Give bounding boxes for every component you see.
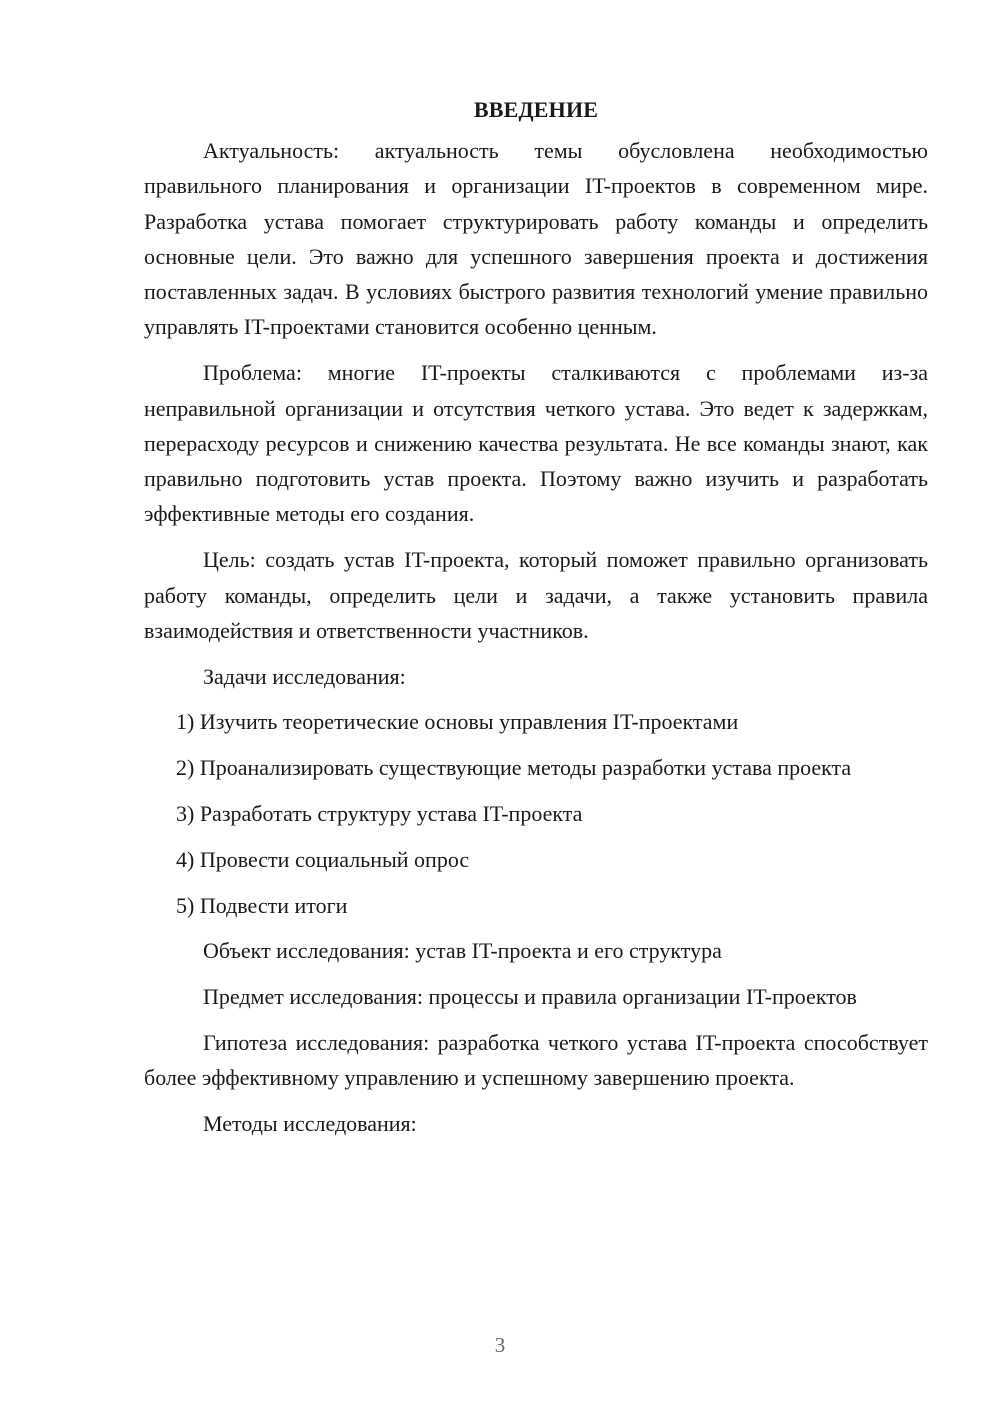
spacer — [144, 877, 928, 888]
section-title: ВВЕДЕНИЕ — [473, 97, 599, 122]
spacer — [144, 786, 928, 797]
task-item: 1) Изучить теоретические основы управления IT-проектами — [176, 709, 739, 735]
spacer — [144, 648, 928, 659]
spacer — [144, 532, 928, 543]
task-item: 5) Подвести итоги — [176, 892, 348, 918]
paragraph-subject: Предмет исследования: процессы и правила организации IT-проектов — [203, 984, 857, 1010]
spacer — [144, 969, 928, 980]
task-item: 4) Провести социальный опрос — [176, 846, 470, 872]
spacer — [144, 345, 928, 356]
spacer — [144, 740, 928, 751]
task-item: 3) Разработать структуру устава IT-проекта — [176, 801, 583, 827]
paragraph-relevance: Актуальность: актуальность темы обусловлена необходимостью правильного планирования и организации IT-проектов в современном мире. Разработка устава помогает структурировать работу команды и определить основные цели. Это важно для успешного завершения проекта и достижения поставленных задач. В условиях быстрого развития технологий умение правильно управлять IT-проектами становится особенно ценным. — [144, 138, 928, 340]
paragraph-object: Объект исследования: устав IT-проекта и его структура — [203, 938, 722, 964]
spacer — [144, 1096, 928, 1107]
document-page — [144, 92, 928, 1141]
spacer — [144, 694, 928, 705]
paragraph-tasks-heading: Задачи исследования: — [203, 663, 406, 689]
paragraph-goal: Цель: создать устав IT-проекта, который поможет правильно организовать работу команды, определить цели и задачи, а также установить правила взаимодействия и ответственности участников. — [144, 547, 928, 643]
spacer — [144, 831, 928, 842]
page-number: 3 — [494, 1333, 506, 1357]
spacer — [144, 1015, 928, 1026]
paragraph-hypothesis: Гипотеза исследования: разработка четкого устава IT-проекта способствует более эффективному управлению и успешному завершению проекта. — [144, 1030, 928, 1091]
paragraph-methods-heading: Методы исследования: — [203, 1111, 417, 1137]
task-item: 2) Проанализировать существующие методы разработки устава проекта — [176, 755, 852, 781]
spacer — [144, 923, 928, 934]
paragraph-problem: Проблема: многие IT-проекты сталкиваются с проблемами из-за неправильной организации и отсутствия четкого устава. Это ведет к задержкам, перерасходу ресурсов и снижению качества результата. Не все команды знают, как правильно подготовить устав проекта. Поэтому важно изучить и разработать эффективные методы его создания. — [144, 360, 928, 527]
